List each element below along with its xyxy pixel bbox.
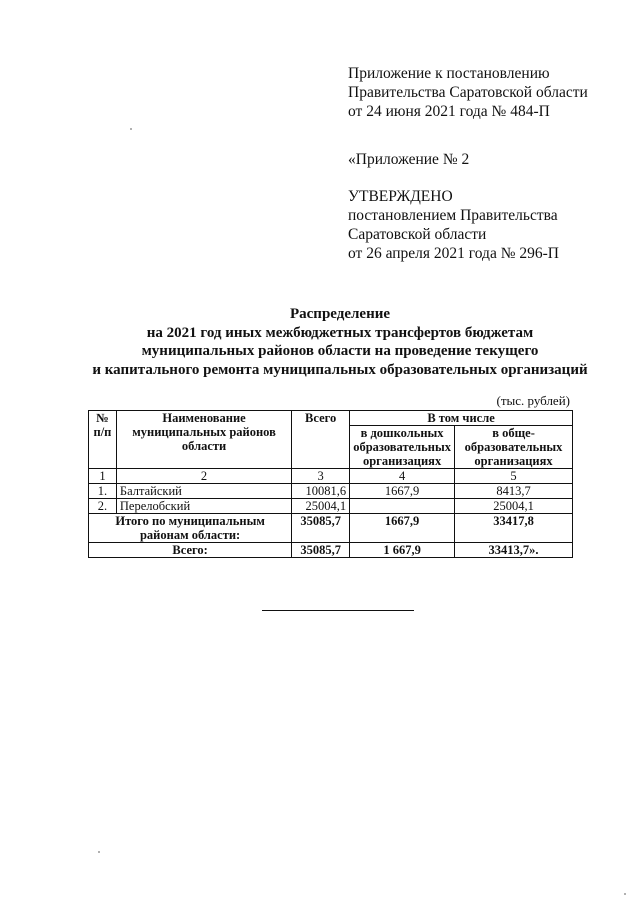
units-label: (тыс. рублей) [496,393,570,408]
grand-total-preschool: 1 667,9 [350,543,455,558]
subtotal-preschool: 1667,9 [350,514,455,543]
subtotal-total: 35085,7 [292,514,350,543]
title-line: Распределение [289,306,391,322]
row-total: 10081,6 [292,484,350,499]
title-line: и капитального ремонта муниципальных образовательных организаций [92,361,588,378]
subtotal-general: 33417,8 [455,514,573,543]
grand-total-row [89,543,573,558]
row-name: Балтайский [116,484,291,499]
header-general: в обще-образовательных организациях [455,426,573,469]
appendix-label: «Приложение № 2 [348,151,470,168]
header-line: Приложение к постановлению [348,65,550,82]
col-number: 3 [292,469,350,484]
approval-line: Саратовской области [348,226,487,243]
col-number: 2 [116,469,291,484]
header-total: Всего [292,411,350,469]
row-num: 2. [89,499,117,514]
closing-rule [262,610,414,611]
scan-speck [624,893,626,895]
table-row [89,484,573,499]
title-line: муниципальных районов области на проведение текущего [141,343,539,360]
scan-speck [130,128,132,130]
subtotal-row [89,514,573,543]
column-number-row [89,469,573,484]
row-preschool: 1667,9 [350,484,455,499]
col-number: 1 [89,469,117,484]
approval-line: от 26 апреля 2021 года № 296-П [348,245,559,262]
title-line: на 2021 год иных межбюджетных трансфертов бюджетам [146,324,534,341]
table-header-row [89,411,573,426]
grand-total-total: 35085,7 [292,543,350,558]
row-general: 25004,1 [455,499,573,514]
col-number: 4 [350,469,455,484]
distribution-table [88,410,573,558]
subtotal-label: Итого по муниципальным районам области: [89,514,292,543]
grand-total-general: 33413,7». [455,543,573,558]
row-num: 1. [89,484,117,499]
grand-total-label: Всего: [89,543,292,558]
approval-line: УТВЕРЖДЕНО [348,188,453,205]
approval-line: постановлением Правительства [348,207,558,224]
header-line: Правительства Саратовской области [348,84,588,101]
approval-block [348,187,559,263]
col-number: 5 [455,469,573,484]
header-including: В том числе [350,411,573,426]
row-preschool [350,499,455,514]
header-block [348,64,588,121]
row-name: Перелобский [116,499,291,514]
document-title [60,305,620,379]
header-num: № п/п [89,411,117,469]
header-preschool: в дошкольных образовательных организациях [350,426,455,469]
table-row [89,499,573,514]
scan-speck [98,851,100,853]
header-name: Наименование муниципальных районов области [116,411,291,469]
header-line: от 24 июня 2021 года № 484-П [348,103,550,120]
row-general: 8413,7 [455,484,573,499]
row-total: 25004,1 [292,499,350,514]
